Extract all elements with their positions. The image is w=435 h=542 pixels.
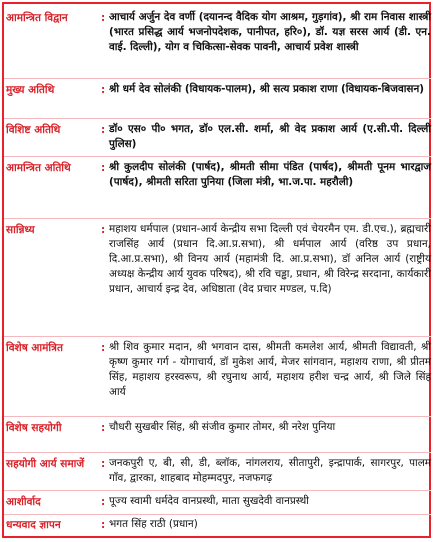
section-label: धन्यवाद ज्ञापन <box>6 519 61 531</box>
section-invited-scholars <box>6 10 431 55</box>
section-label: आमन्त्रित विद्वान <box>6 12 68 24</box>
section-label: विशिष्ट अतिथि <box>6 124 61 136</box>
section-text: जनकपुरी ए, बी, सी, डी, ब्लॉक, नांगलराय, सीतापुरी, इन्द्रापार्क, सागरपुर, पालम गाँव, द्वारका, शाहबाद मोहम्मदपुर, नजफगढ़ <box>109 457 431 484</box>
section-text: श्री शिव कुमार मदान, श्री भगवान दास, श्रीमती कमलेश आर्य, श्रीमती विद्यावती, श्री कृष्ण कुमार गर्ग - योगाचार्य, डॉ मुकेश आर्य, मेजर सांगवान, महाशय राणा, श्री प्रीतम सिंह, महाशय हरस्वरूप, श्री रघुनाथ आर्य, महाशय हरीश चन्द्र आर्य, श्री जिले सिंह आर्य <box>109 341 431 398</box>
section-special-supporters <box>6 420 431 435</box>
section-divider <box>4 156 431 157</box>
section-special-invitees <box>6 340 431 400</box>
section-text: श्री धर्म देव सोलंकी (विधायक-पालम), श्री सत्य प्रकाश राणा (विधायक-बिजवासन) <box>109 83 424 95</box>
section-text: श्री कुलदीप सोलंकी (पार्षद), श्रीमती सीमा पंडित (पार्षद), श्रीमती पूनम भारद्वाज (पार्षद), श्रीमती सरिता पुनिया (जिला मंत्री, भा.ज.पा. महरौली) <box>109 161 431 188</box>
section-vote-of-thanks <box>6 517 431 532</box>
section-invited-guests <box>6 160 431 190</box>
section-text: पूज्य स्वामी धर्मदेव वानप्रस्थी, माता सुखदेवी वानप्रस्थी <box>109 495 309 507</box>
section-special-guest <box>6 122 431 152</box>
section-divider <box>4 416 431 417</box>
label-colon: : <box>101 458 106 470</box>
section-presence <box>6 222 431 297</box>
section-chief-guest <box>6 82 431 97</box>
section-text: आचार्य अर्जुन देव वर्णी (दयानन्द वैदिक योग आश्रम, गुड़गांव), श्री राम निवास शास्त्री (भारत प्रसिद्ध आर्य भजनोपदेशक, पानीपत, हरि०), डॉ. यज्ञ सरस आर्य (डी. एन. वाई. दिल्ली), योग व चिकित्सा-सेवक पावनी, आचार्य प्रवेश शास्त्री <box>109 11 431 53</box>
label-colon: : <box>101 162 106 174</box>
label-colon: : <box>101 224 106 236</box>
section-divider <box>4 514 431 515</box>
section-label: विशेष सहयोगी <box>6 422 62 434</box>
label-colon: : <box>101 84 106 96</box>
section-text: भगत सिंह राठी (प्रधान) <box>109 518 198 530</box>
section-text: चौधरी सुखबीर सिंह, श्री संजीव कुमार तोमर, श्री नरेश पुनिया <box>109 421 336 433</box>
section-divider <box>4 78 431 79</box>
section-label: सान्निध्य <box>6 224 35 236</box>
section-divider <box>4 218 431 219</box>
label-colon: : <box>101 519 106 531</box>
label-colon: : <box>101 496 106 508</box>
section-divider <box>4 336 431 337</box>
label-colon: : <box>101 422 106 434</box>
section-divider <box>4 452 431 453</box>
section-blessings <box>6 494 431 509</box>
section-label: आशीर्वाद <box>6 496 41 508</box>
label-colon: : <box>101 124 106 136</box>
label-colon: : <box>101 12 106 24</box>
label-colon: : <box>101 342 106 354</box>
section-text: महाशय धर्मपाल (प्रधान-आर्य केन्द्रीय सभा दिल्ली एवं चेयरमैन एम. डी.एच.), ब्रह्मचारी राजसिंह आर्य (प्रधान दि.आ.प्र.सभा), श्री धर्मपाल आर्य (वरिष्ठ उप प्रधान, दि.आ.प्र.सभा), श्री विनय आर्य (महामंत्री दि. आ.प्र.सभा), डॉ अनिल आर्य (राष्ट्रीय अध्यक्ष केन्द्रीय आर्य युवक परिषद), श्री रवि चड्ढा, प्रधान, श्री विरेन्द्र सरदाना, कार्यकारी प्रधान, आचार्य इन्द्र देव, अधिष्ठाता (वेद प्रचार मण्डल, प.दि) <box>109 223 431 295</box>
section-divider <box>4 118 431 119</box>
section-label: आमन्त्रित अतिथि <box>6 162 71 174</box>
section-label: सहयोगी आर्य समाजें <box>6 458 85 470</box>
section-supporting-samajs <box>6 456 431 486</box>
section-label: विशेष आमंत्रित <box>6 342 63 354</box>
section-label: मुख्य अतिथि <box>6 84 55 96</box>
section-text: डॉ० एस० पी० भगत, डॉ० एल.सी. शर्मा, श्री वेद प्रकाश आर्य (ए.सी.पी. दिल्ली पुलिस) <box>109 123 431 150</box>
section-divider <box>4 490 431 491</box>
